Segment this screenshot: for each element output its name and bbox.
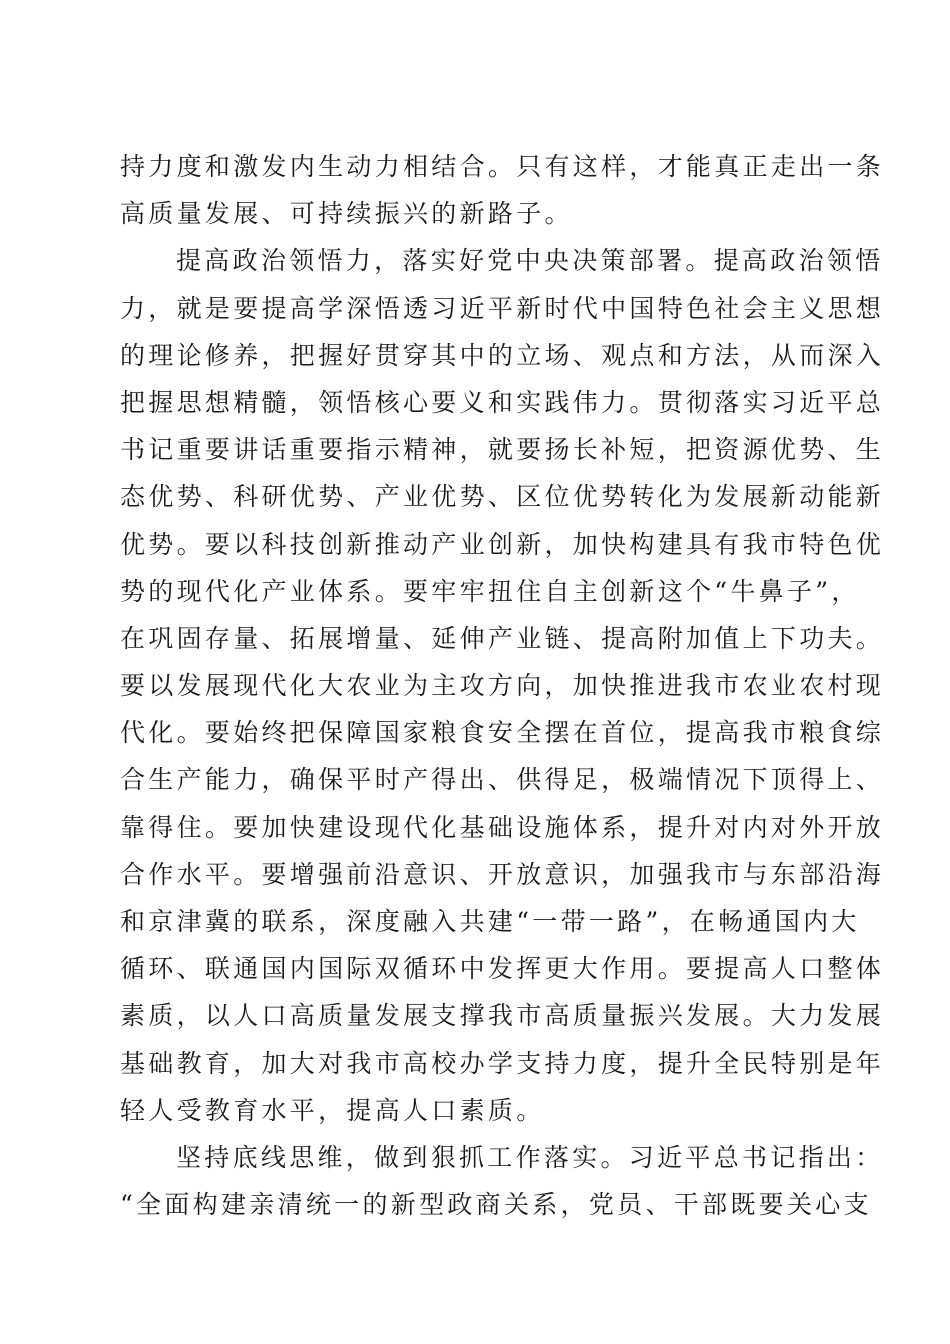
text-line: 持力度和激发内生动力相结合。只有这样，才能真正走出一条 [120, 152, 885, 181]
text-line: 轻人受教育水平，提高人口素质。 [120, 1095, 545, 1125]
paragraph-start-line: 提高政治领悟力，落实好党中央决策部署。提高政治领悟 [176, 246, 884, 276]
text-line: 基础教育，加大对我市高校办学支持力度，提升全民特别是年 [120, 1048, 885, 1078]
text-line: 要以发展现代化大农业为主攻方向，加快推进我市农业农村现 [120, 671, 885, 701]
text-line: 素质，以人口高质量发展支撑我市高质量振兴发展。大力发展 [120, 1001, 885, 1031]
text-line: 高质量发展、可持续振兴的新路子。 [120, 199, 573, 229]
text-line: 态优势、科研优势、产业优势、区位优势转化为发展新动能新 [120, 482, 885, 512]
text-line: 循环、联通国内国际双循环中发挥更大作用。要提高人口整体 [120, 954, 885, 984]
text-line: “全面构建亲清统一的新型政商关系，党员、干部既要关心支 [120, 1190, 872, 1220]
text-line: 靠得住。要加快建设现代化基础设施体系，提升对内对外开放 [120, 812, 885, 842]
text-line: 优势。要以科技创新推动产业创新，加快构建具有我市特色优 [120, 529, 885, 559]
body-text [120, 143, 885, 1228]
text-line: 合作水平。要增强前沿意识、开放意识，加强我市与东部沿海 [120, 859, 885, 889]
text-line: 力，就是要提高学深悟透习近平新时代中国特色社会主义思想 [120, 293, 885, 323]
text-line: 势的现代化产业体系。要牢牢扭住自主创新这个“牛鼻子”， [120, 576, 860, 606]
text-line: 和京津冀的联系，深度融入共建“一带一路”，在畅通国内大 [120, 907, 860, 936]
text-line: 代化。要始终把保障国家粮食安全摆在首位，提高我市粮食综 [120, 718, 885, 748]
paragraph-start-line: 坚持底线思维，做到狠抓工作落实。习近平总书记指出： [176, 1142, 884, 1172]
text-line: 合生产能力，确保平时产得出、供得足，极端情况下顶得上、 [120, 765, 885, 795]
text-line: 在巩固存量、拓展增量、延伸产业链、提高附加值上下功夫。 [120, 623, 885, 653]
text-line: 的理论修养，把握好贯穿其中的立场、观点和方法，从而深入 [120, 340, 885, 370]
text-line: 把握思想精髓，领悟核心要义和实践伟力。贯彻落实习近平总 [120, 387, 885, 417]
text-line: 书记重要讲话重要指示精神，就要扬长补短，把资源优势、生 [120, 435, 885, 465]
